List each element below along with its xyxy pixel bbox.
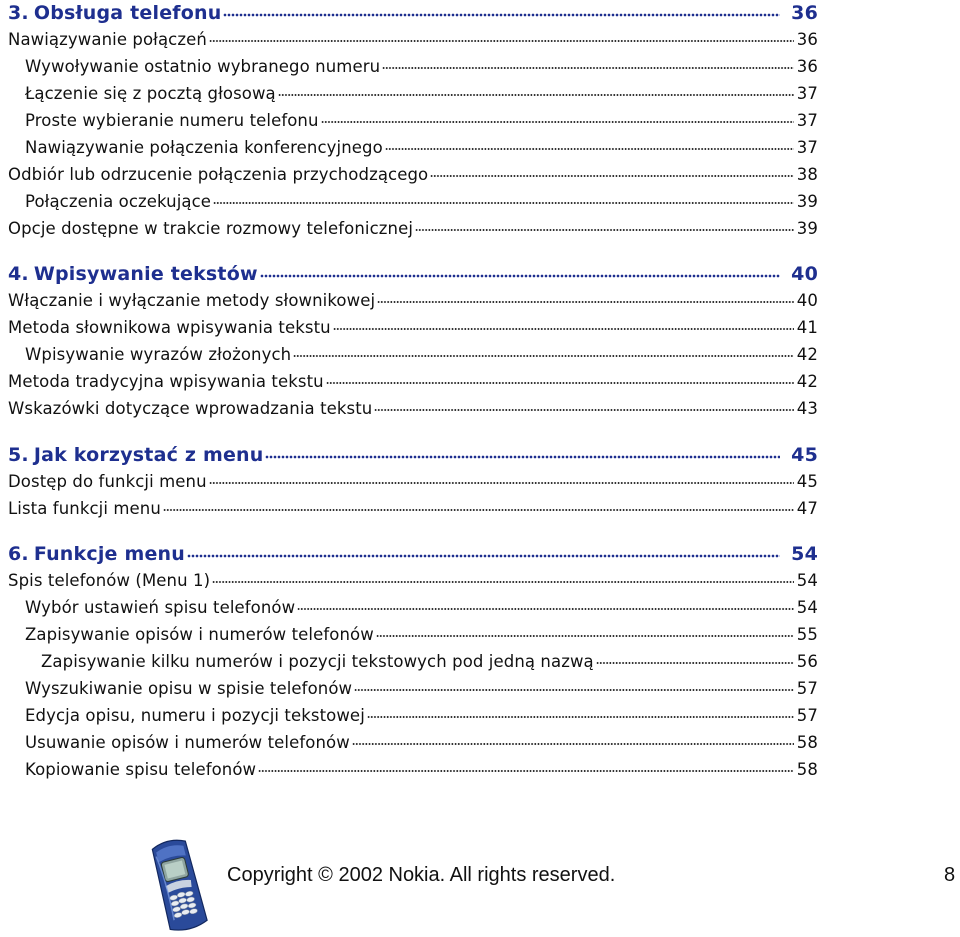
toc-entry-label: Nawiązywanie połączenia konferencyjnego bbox=[25, 137, 383, 157]
chapter-title: Obsługa telefonu bbox=[33, 2, 222, 24]
toc-entry-label: Lista funkcji menu bbox=[8, 498, 161, 518]
toc-entry-label: Nawiązywanie połączeń bbox=[8, 29, 207, 49]
toc-entry-label: Zapisywanie kilku numerów i pozycji tekstowych pod jedną nazwą bbox=[41, 651, 594, 671]
toc-entry[interactable] bbox=[8, 109, 818, 130]
chapter-number: 5. bbox=[8, 444, 29, 466]
dot-leader bbox=[260, 261, 780, 280]
dot-leader bbox=[213, 190, 794, 207]
chapter-title: Wpisywanie tekstów bbox=[33, 263, 258, 285]
toc-entry-page: 42 bbox=[796, 344, 818, 364]
toc-entry-page: 37 bbox=[796, 137, 818, 157]
chapter-title: Jak korzystać z menu bbox=[33, 444, 264, 466]
toc-entry-page: 42 bbox=[796, 371, 818, 391]
toc-entry-label: Wpisywanie wyrazów złożonych bbox=[25, 344, 292, 364]
toc-entry-label: Wyszukiwanie opisu w spisie telefonów bbox=[25, 678, 353, 698]
toc-entry-page: 57 bbox=[796, 705, 818, 725]
toc-entry-label: Spis telefonów (Menu 1) bbox=[8, 570, 211, 590]
toc-entry-page: 54 bbox=[796, 570, 818, 590]
dot-leader bbox=[367, 704, 794, 721]
toc-entry-page: 37 bbox=[796, 110, 818, 130]
chapter-number: 6. bbox=[8, 543, 29, 565]
toc-entry-page: 54 bbox=[796, 597, 818, 617]
toc-entry-label: Metoda tradycyjna wpisywania tekstu bbox=[8, 371, 324, 391]
toc-entry[interactable] bbox=[8, 677, 818, 698]
dot-leader bbox=[321, 109, 794, 126]
dot-leader bbox=[265, 442, 780, 461]
toc-entry[interactable] bbox=[8, 343, 818, 364]
dot-leader bbox=[333, 316, 794, 333]
toc-entry-label: Wywoływanie ostatnio wybranego numeru bbox=[25, 56, 381, 76]
toc-entry[interactable] bbox=[8, 28, 818, 49]
chapter-number: 3. bbox=[8, 2, 29, 24]
chapter-page: 54 bbox=[791, 543, 818, 565]
toc-entry-label: Usuwanie opisów i numerów telefonów bbox=[25, 732, 350, 752]
dot-leader bbox=[385, 136, 794, 153]
chapter-page: 45 bbox=[791, 444, 818, 466]
chapter-page: 40 bbox=[791, 263, 818, 285]
chapter-page: 36 bbox=[791, 2, 818, 24]
toc-entry-page: 58 bbox=[796, 759, 818, 779]
chapter-number: 4. bbox=[8, 263, 29, 285]
toc-entry[interactable] bbox=[8, 758, 818, 779]
toc-entry[interactable] bbox=[8, 704, 818, 725]
toc-entry-label: Wybór ustawień spisu telefonów bbox=[25, 597, 296, 617]
toc-entry-page: 47 bbox=[796, 498, 818, 518]
toc-entry-label: Proste wybieranie numeru telefonu bbox=[25, 110, 319, 130]
toc-entry[interactable] bbox=[8, 497, 818, 518]
dot-leader bbox=[326, 370, 794, 387]
toc-entry-page: 56 bbox=[796, 651, 818, 671]
toc-entry[interactable] bbox=[8, 82, 818, 103]
toc-entry-page: 37 bbox=[796, 83, 818, 103]
toc-entry-page: 45 bbox=[796, 471, 818, 491]
toc-entry-page: 57 bbox=[796, 678, 818, 698]
toc-entry-page: 41 bbox=[796, 317, 818, 337]
chapter-heading-6[interactable] bbox=[8, 541, 818, 565]
toc-entry[interactable] bbox=[8, 55, 818, 76]
toc-entry[interactable] bbox=[8, 470, 818, 491]
dot-leader bbox=[212, 569, 794, 586]
toc-entry[interactable] bbox=[8, 136, 818, 157]
dot-leader bbox=[430, 163, 794, 180]
dot-leader bbox=[163, 497, 794, 514]
page-number: 8 bbox=[944, 864, 956, 886]
dot-leader bbox=[382, 55, 794, 72]
toc-entry-page: 55 bbox=[796, 624, 818, 644]
dot-leader bbox=[293, 343, 794, 360]
toc-entry[interactable] bbox=[8, 596, 818, 617]
toc-entry-label: Metoda słownikowa wpisywania tekstu bbox=[8, 317, 331, 337]
dot-leader bbox=[297, 596, 794, 613]
dot-leader bbox=[415, 217, 794, 234]
toc-entry-page: 43 bbox=[796, 398, 818, 418]
toc-entry[interactable] bbox=[8, 163, 818, 184]
toc-entry-label: Włączanie i wyłączanie metody słownikowej bbox=[8, 290, 376, 310]
toc-entry-label: Kopiowanie spisu telefonów bbox=[25, 759, 257, 779]
dot-leader bbox=[258, 758, 794, 775]
chapter-heading-3[interactable] bbox=[8, 0, 818, 24]
chapter-heading-5[interactable] bbox=[8, 442, 818, 466]
dot-leader bbox=[376, 623, 794, 640]
toc-entry-page: 38 bbox=[796, 164, 818, 184]
toc-entry[interactable] bbox=[8, 316, 818, 337]
dot-leader bbox=[374, 397, 793, 414]
toc-entry[interactable] bbox=[8, 217, 818, 238]
toc-entry[interactable] bbox=[8, 190, 818, 211]
toc-entry-page: 36 bbox=[796, 56, 818, 76]
toc-entry[interactable] bbox=[8, 650, 818, 671]
copyright-notice: Copyright © 2002 Nokia. All rights reserved. bbox=[227, 864, 616, 886]
dot-leader bbox=[223, 0, 780, 19]
toc-entry-label: Edycja opisu, numeru i pozycji tekstowej bbox=[25, 705, 365, 725]
toc-entry-label: Zapisywanie opisów i numerów telefonów bbox=[25, 624, 374, 644]
toc-entry-label: Dostęp do funkcji menu bbox=[8, 471, 207, 491]
toc-entry-page: 40 bbox=[796, 290, 818, 310]
chapter-title: Funkcje menu bbox=[33, 543, 185, 565]
dot-leader bbox=[352, 731, 794, 748]
dot-leader bbox=[278, 82, 794, 99]
nokia-phone-icon bbox=[148, 838, 210, 933]
toc-entry[interactable] bbox=[8, 289, 818, 310]
toc-entry-page: 39 bbox=[796, 218, 818, 238]
toc-entry-page: 36 bbox=[796, 29, 818, 49]
toc-entry-label: Połączenia oczekujące bbox=[25, 191, 212, 211]
toc-entry-page: 39 bbox=[796, 191, 818, 211]
toc-entry-page: 58 bbox=[796, 732, 818, 752]
chapter-heading-4[interactable] bbox=[8, 261, 818, 285]
toc-entry[interactable] bbox=[8, 731, 818, 752]
toc-entry[interactable] bbox=[8, 623, 818, 644]
toc-entry[interactable] bbox=[8, 569, 818, 590]
toc-entry-label: Odbiór lub odrzucenie połączenia przychodzącego bbox=[8, 164, 429, 184]
dot-leader bbox=[354, 677, 794, 694]
toc-entry[interactable] bbox=[8, 397, 818, 418]
phone-illustration bbox=[148, 838, 210, 933]
dot-leader bbox=[187, 541, 780, 560]
toc-entry-label: Wskazówki dotyczące wprowadzania tekstu bbox=[8, 398, 373, 418]
dot-leader bbox=[596, 650, 794, 667]
toc-entry-label: Opcje dostępne w trakcie rozmowy telefonicznej bbox=[8, 218, 414, 238]
dot-leader bbox=[377, 289, 794, 306]
toc-entry[interactable] bbox=[8, 370, 818, 391]
toc-entry-label: Łączenie się z pocztą głosową bbox=[25, 83, 276, 103]
dot-leader bbox=[209, 470, 794, 487]
dot-leader bbox=[209, 28, 794, 45]
